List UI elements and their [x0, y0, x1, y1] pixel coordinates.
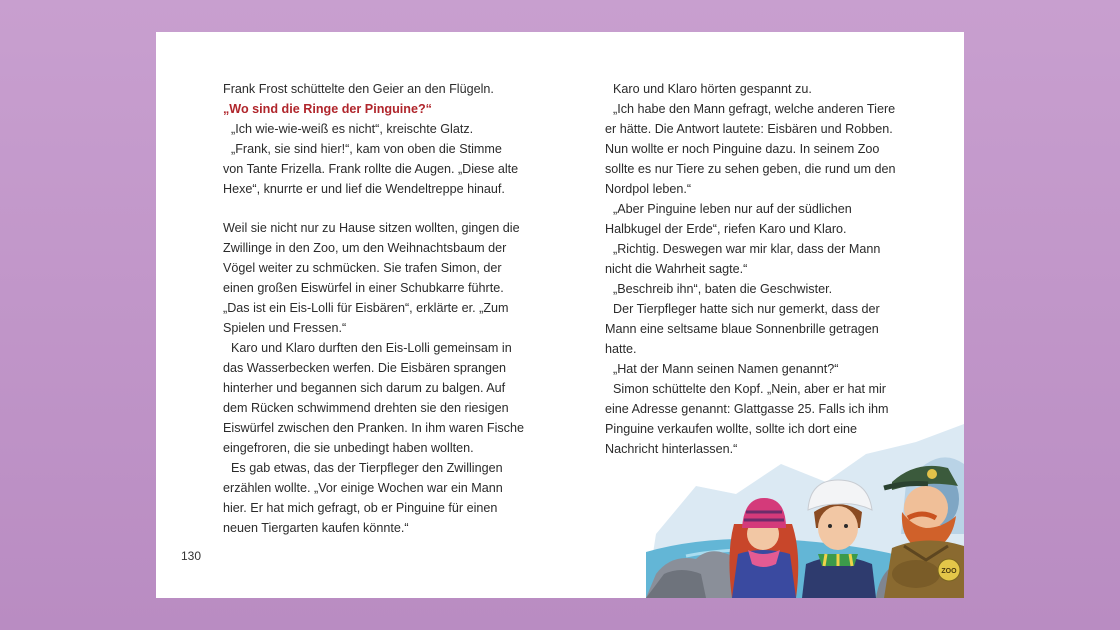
- text-line: das Wasserbecken werfen. Die Eisbären sprangen: [223, 361, 507, 375]
- boy-eye: [844, 524, 848, 528]
- text-line: Der Tierpfleger hatte sich nur gemerkt, dass der: [613, 302, 880, 316]
- left-page-text: [223, 79, 524, 538]
- text-line: „Das ist ein Eis-Lolli für Eisbären“, erklärte er. „Zum: [223, 301, 509, 315]
- text-line: Nordpol leben.“: [605, 182, 692, 196]
- text-line: „Ich wie-wie-weiß es nicht“, kreischte Glatz.: [231, 122, 474, 136]
- text-line: „Richtig. Deswegen war mir klar, dass der Mann: [613, 242, 881, 256]
- text-line: „Ich habe den Mann gefragt, welche anderen Tiere: [613, 102, 896, 116]
- text-line: Karo und Klaro hörten gespannt zu.: [613, 82, 812, 96]
- text-line: sollte es nur Tiere zu sehen geben, die rund um den: [605, 162, 896, 176]
- text-line: Es gab etwas, das der Tierpfleger den Zwillingen: [231, 461, 503, 475]
- text-line: hinterher und begannen sich darum zu balgen. Auf: [223, 381, 506, 395]
- text-line: Nun wollte er noch Pinguine dazu. In seinem Zoo: [605, 142, 880, 156]
- text-line: „Beschreib ihn“, baten die Geschwister.: [613, 282, 833, 296]
- zoo-badge-text: ZOO: [941, 568, 957, 575]
- text-line: einen großen Eiswürfel in einer Schubkarre führte.: [223, 281, 504, 295]
- chapter-question-heading: „Wo sind die Ringe der Pinguine?“: [223, 102, 432, 116]
- text-line: Karo und Klaro durften den Eis-Lolli gemeinsam in: [231, 341, 512, 355]
- text-line: eine Adresse genannt: Glattgasse 25. Falls ich ihm: [605, 402, 889, 416]
- text-line: er hätte. Die Antwort lautete: Eisbären und Robben.: [605, 122, 893, 136]
- right-page-text: [605, 79, 895, 459]
- text-line: eingefroren, die sie unbedingt haben wollten.: [223, 441, 474, 455]
- zoo-illustration: [496, 424, 964, 598]
- zookeeper-cap-badge: [927, 469, 937, 479]
- text-line: hier. Er hat mich gefragt, ob er Pinguine für einen: [223, 501, 498, 515]
- text-line: Spielen und Fressen.“: [223, 321, 347, 335]
- page-number: 130: [181, 549, 202, 563]
- text-line: Frank Frost schüttelte den Geier an den Flügeln.: [223, 82, 494, 96]
- text-line: von Tante Frizella. Frank rollte die Augen. „Diese alte: [223, 162, 519, 176]
- text-line: Simon schüttelte den Kopf. „Nein, aber er hat mir: [613, 382, 886, 396]
- text-line: neuen Tiergarten kaufen könnte.“: [223, 521, 409, 535]
- text-line: Nachricht hinterlassen.“: [605, 442, 738, 456]
- text-line: Pinguine verkaufen wollte, sollte ich dort eine: [605, 422, 858, 436]
- paragraph-gap: [223, 199, 515, 218]
- text-line: Zwillinge in den Zoo, um den Weihnachtsbaum der: [223, 241, 507, 255]
- book-spread: [156, 32, 964, 598]
- text-line: Vögel weiter zu schmücken. Sie trafen Simon, der: [223, 261, 502, 275]
- text-line: Eiswürfel zwischen den Pranken. In ihm waren Fische: [223, 421, 524, 435]
- text-line: nicht die Wahrheit sagte.“: [605, 262, 748, 276]
- text-line: „Aber Pinguine leben nur auf der südlichen: [613, 202, 852, 216]
- zookeeper-arm: [892, 560, 940, 588]
- text-line: dem Rücken schwimmend drehten sie den riesigen: [223, 401, 509, 415]
- text-line: Mann eine seltsame blaue Sonnenbrille getragen: [605, 322, 879, 336]
- text-line: Halbkugel der Erde“, riefen Karo und Klaro.: [605, 222, 847, 236]
- text-line: hatte.: [605, 342, 637, 356]
- text-line: erzählen wollte. „Vor einige Wochen war ein Mann: [223, 481, 503, 495]
- boy-face: [818, 506, 858, 550]
- text-line: Hexe“, knurrte er und lief die Wendeltreppe hinauf.: [223, 182, 505, 196]
- boy-eye: [828, 524, 832, 528]
- text-line: Weil sie nicht nur zu Hause sitzen wollten, gingen die: [223, 221, 520, 235]
- text-line: „Hat der Mann seinen Namen genannt?“: [613, 362, 839, 376]
- text-line: „Frank, sie sind hier!“, kam von oben die Stimme: [231, 142, 502, 156]
